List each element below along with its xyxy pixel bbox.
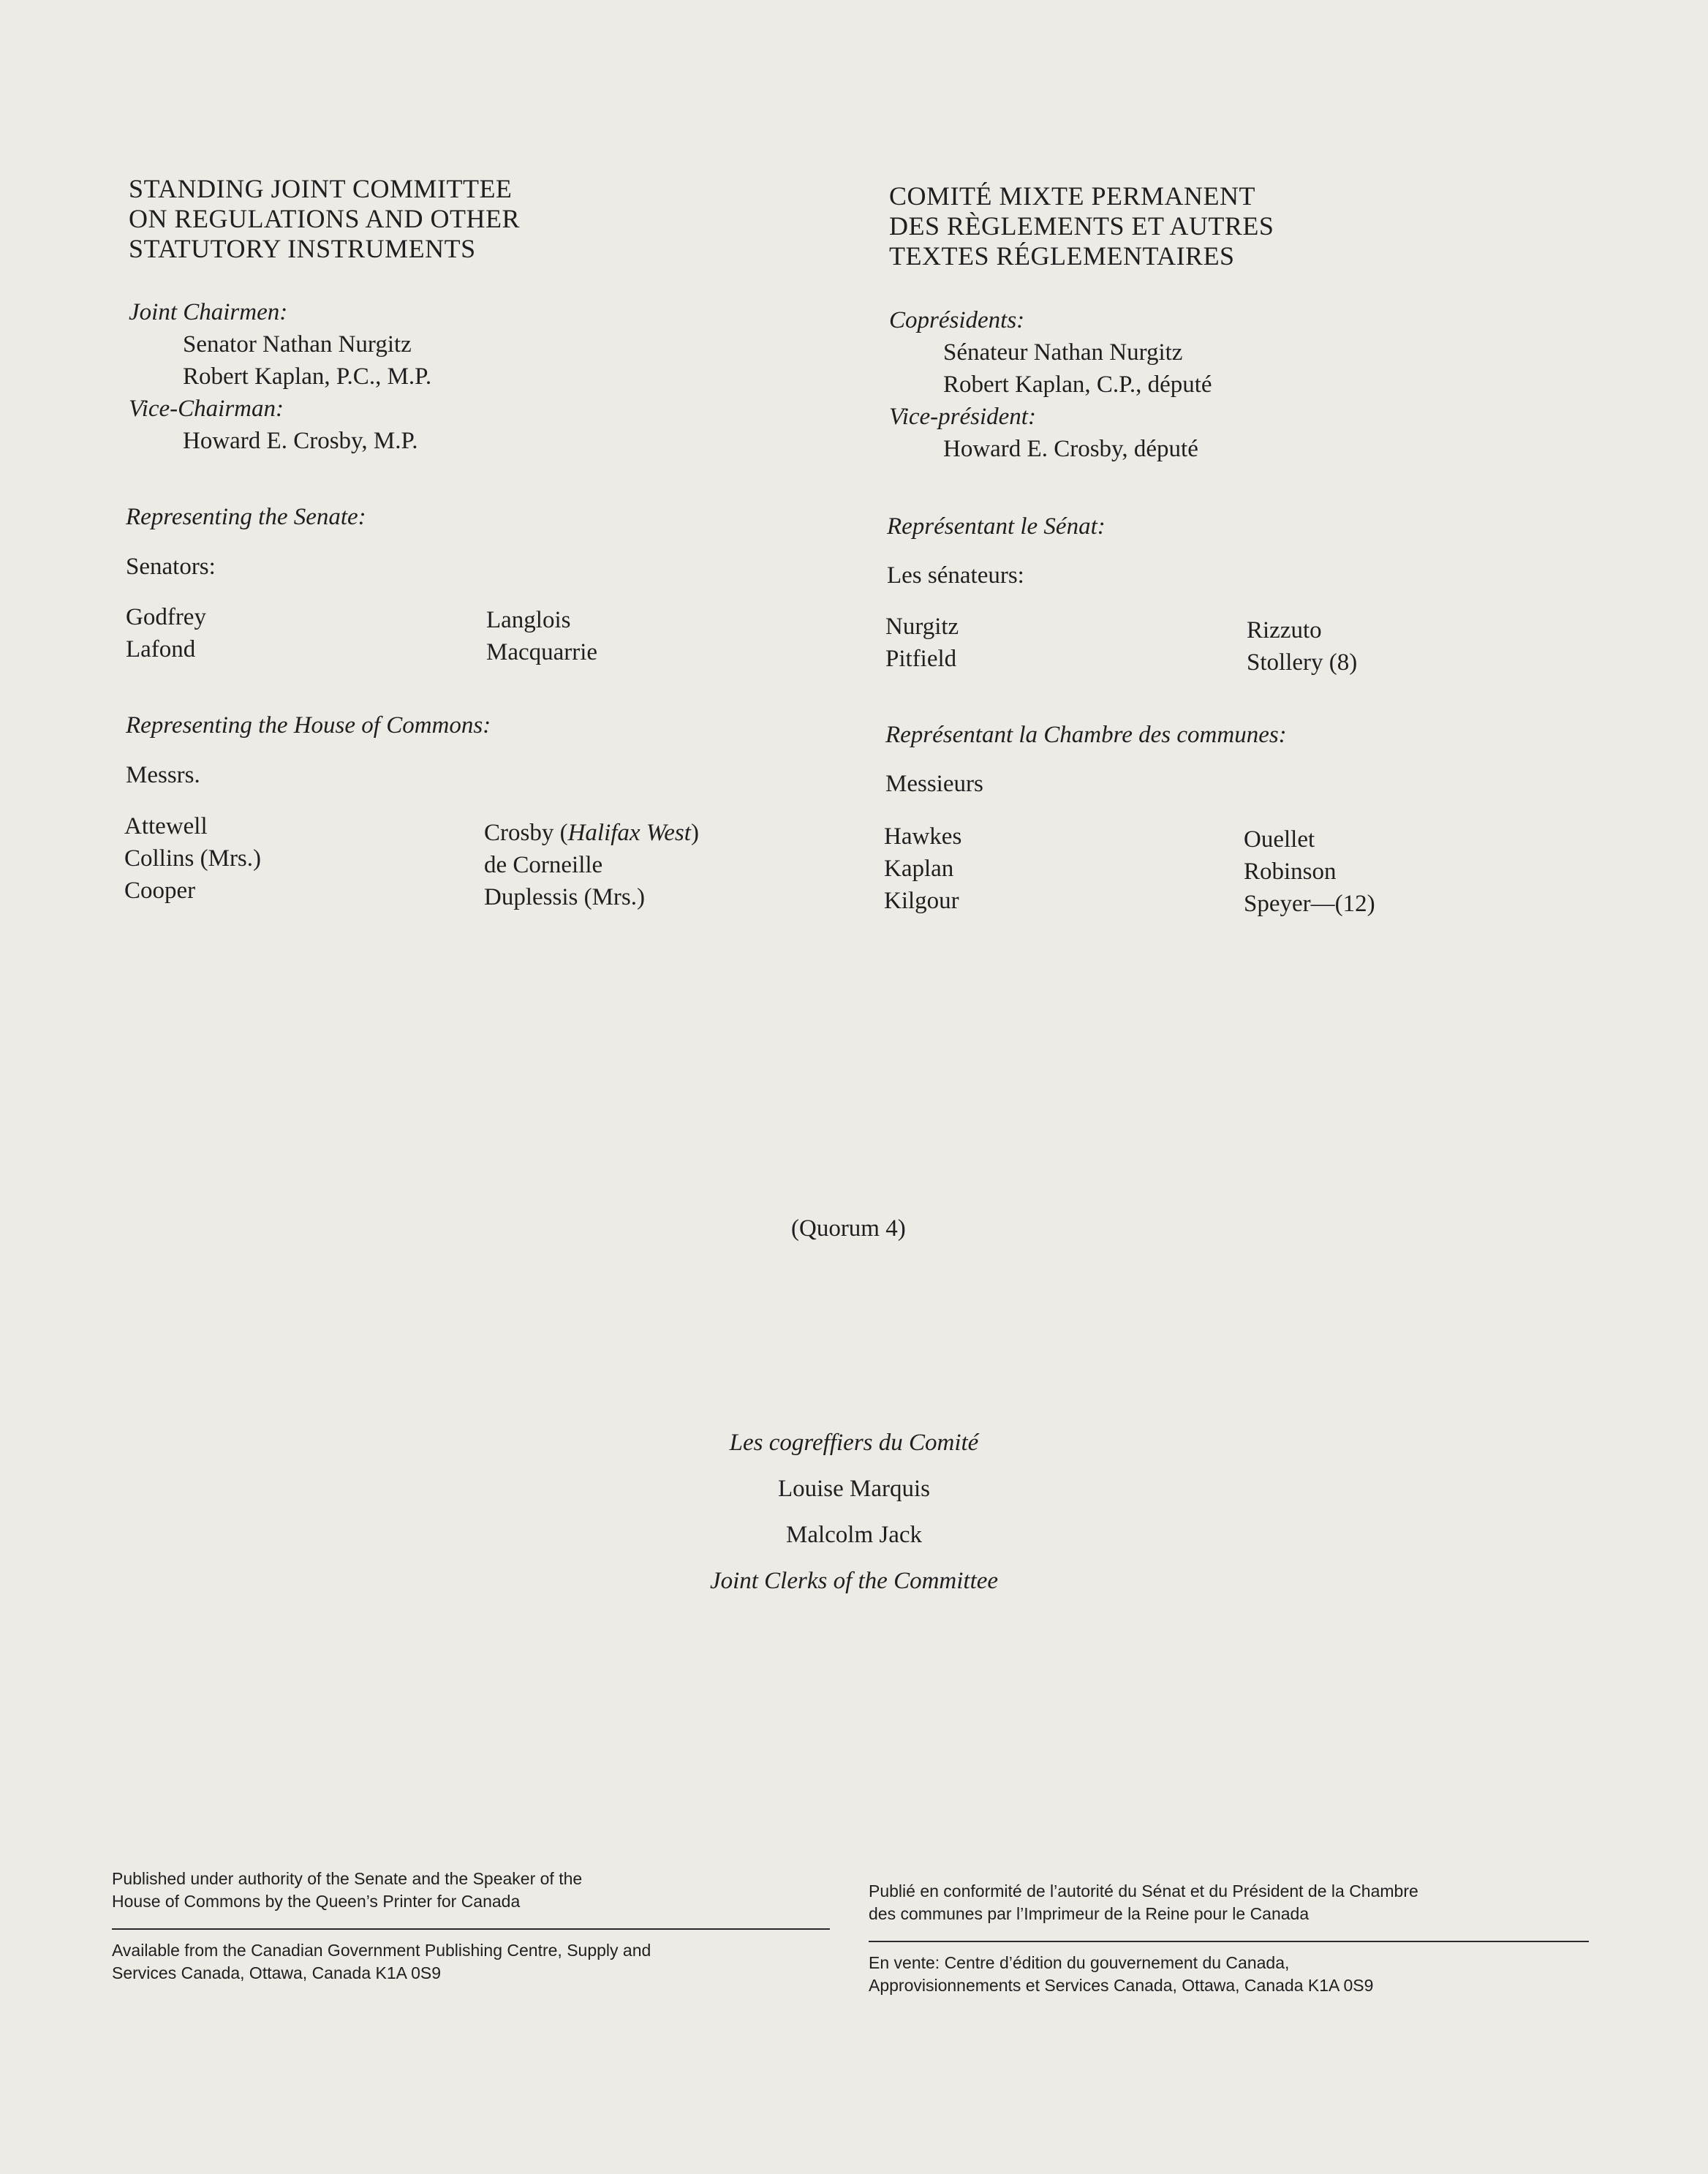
- senator-name: Rizzuto: [1247, 617, 1322, 643]
- joint-chairmen-label: Coprésidents:: [889, 307, 1025, 333]
- member-name: Crosby (Halifax West): [484, 820, 699, 846]
- member-name: Speyer—(12): [1244, 891, 1375, 917]
- member-name: de Corneille: [484, 852, 603, 878]
- title-line: COMITÉ MIXTE PERMANENT: [889, 181, 1255, 211]
- senators-label-en: Senators:: [126, 554, 216, 580]
- chairman-name: Senator Nathan Nurgitz: [183, 331, 412, 358]
- vice-chairman-name: Howard E. Crosby, député: [943, 436, 1198, 462]
- member-name: Kaplan: [884, 856, 954, 882]
- clerk-name: Malcolm Jack: [785, 1522, 923, 1548]
- vice-chairman-label: Vice-Chairman:: [129, 396, 284, 422]
- commons-heading-en: Representing the House of Commons:: [126, 712, 491, 739]
- footer-line: Available from the Canadian Government Publishing Centre, Supply and: [112, 1941, 651, 1960]
- senators-label-fr: Les sénateurs:: [887, 562, 1024, 589]
- member-name: Cooper: [124, 877, 196, 904]
- senator-name: Pitfield: [885, 646, 957, 672]
- member-name: Kilgour: [884, 888, 959, 914]
- clerks-label-en: Joint Clerks of the Committee: [709, 1568, 999, 1594]
- title-line: TEXTES RÉGLEMENTAIRES: [889, 241, 1235, 271]
- chairman-name: Sénateur Nathan Nurgitz: [943, 339, 1183, 366]
- title-line: STANDING JOINT COMMITTEE: [129, 174, 513, 203]
- footer-line: des communes par l’Imprimeur de la Reine pour le Canada: [869, 1904, 1310, 1923]
- clerks-label-fr: Les cogreffiers du Comité: [729, 1430, 979, 1456]
- footer-line: Services Canada, Ottawa, Canada K1A 0S9: [112, 1963, 442, 1982]
- senator-name: Stollery (8): [1247, 649, 1358, 676]
- commons-list-en-1: [124, 810, 261, 907]
- commons-list-fr-1: [884, 820, 961, 917]
- footer-available-en: [112, 1939, 651, 1985]
- senators-list-en-2: [486, 604, 597, 668]
- committee-title-fr: [889, 181, 1274, 271]
- vice-chairman-name: Howard E. Crosby, M.P.: [183, 428, 418, 454]
- member-name: Ouellet: [1244, 826, 1315, 853]
- messrs-label-fr: Messieurs: [885, 771, 983, 797]
- footer-line: Approvisionnements et Services Canada, Ottawa, Canada K1A 0S9: [869, 1976, 1374, 1995]
- quorum: (Quorum 4): [791, 1215, 906, 1242]
- footer-published-en: [112, 1868, 582, 1913]
- senator-name: Langlois: [486, 607, 571, 633]
- member-name: Attewell: [124, 813, 208, 839]
- senate-heading-en: Representing the Senate:: [126, 504, 366, 530]
- senate-heading-fr: Représentant le Sénat:: [887, 513, 1106, 540]
- footer-line: House of Commons by the Queen’s Printer for Canada: [112, 1892, 521, 1911]
- commons-list-en-2: [484, 817, 699, 913]
- member-name: Robinson: [1244, 858, 1337, 885]
- messrs-label-en: Messrs.: [126, 762, 200, 788]
- senator-name: Godfrey: [126, 604, 206, 630]
- footer-line: En vente: Centre d’édition du gouvernement du Canada,: [869, 1953, 1290, 1972]
- member-name: Collins (Mrs.): [124, 845, 262, 872]
- commons-list-fr-2: [1244, 823, 1375, 920]
- footer-published-fr: [869, 1880, 1418, 1925]
- chairmen-block-en: [129, 296, 431, 457]
- title-line: STATUTORY INSTRUMENTS: [129, 234, 476, 263]
- clerk-name: Louise Marquis: [777, 1476, 931, 1502]
- senator-name: Lafond: [126, 636, 196, 663]
- committee-title-en: [129, 174, 520, 264]
- clerks-block: [0, 1420, 1708, 1604]
- senator-name: Nurgitz: [885, 614, 959, 640]
- chairman-name: Robert Kaplan, P.C., M.P.: [183, 363, 432, 390]
- senators-list-en-1: [126, 601, 206, 665]
- title-line: DES RÈGLEMENTS ET AUTRES: [889, 211, 1274, 241]
- footer-line: Publié en conformité de l’autorité du Sénat et du Président de la Chambre: [869, 1882, 1418, 1901]
- commons-heading-fr: Représentant la Chambre des communes:: [885, 722, 1287, 748]
- senators-list-fr-2: [1247, 614, 1357, 679]
- footer-rule-fr: [869, 1941, 1589, 1942]
- vice-chairman-label: Vice-président:: [889, 404, 1036, 430]
- chairmen-block-fr: [889, 304, 1212, 465]
- member-name: Hawkes: [884, 823, 962, 850]
- chairman-name: Robert Kaplan, C.P., député: [943, 371, 1212, 398]
- title-line: ON REGULATIONS AND OTHER: [129, 204, 520, 233]
- footer-available-fr: [869, 1952, 1373, 1997]
- footer-line: Published under authority of the Senate and the Speaker of the: [112, 1869, 583, 1888]
- member-name: Duplessis (Mrs.): [484, 884, 645, 910]
- footer-rule-en: [112, 1928, 830, 1930]
- senators-list-fr-1: [885, 611, 959, 675]
- joint-chairmen-label: Joint Chairmen:: [129, 299, 288, 325]
- senator-name: Macquarrie: [486, 639, 598, 665]
